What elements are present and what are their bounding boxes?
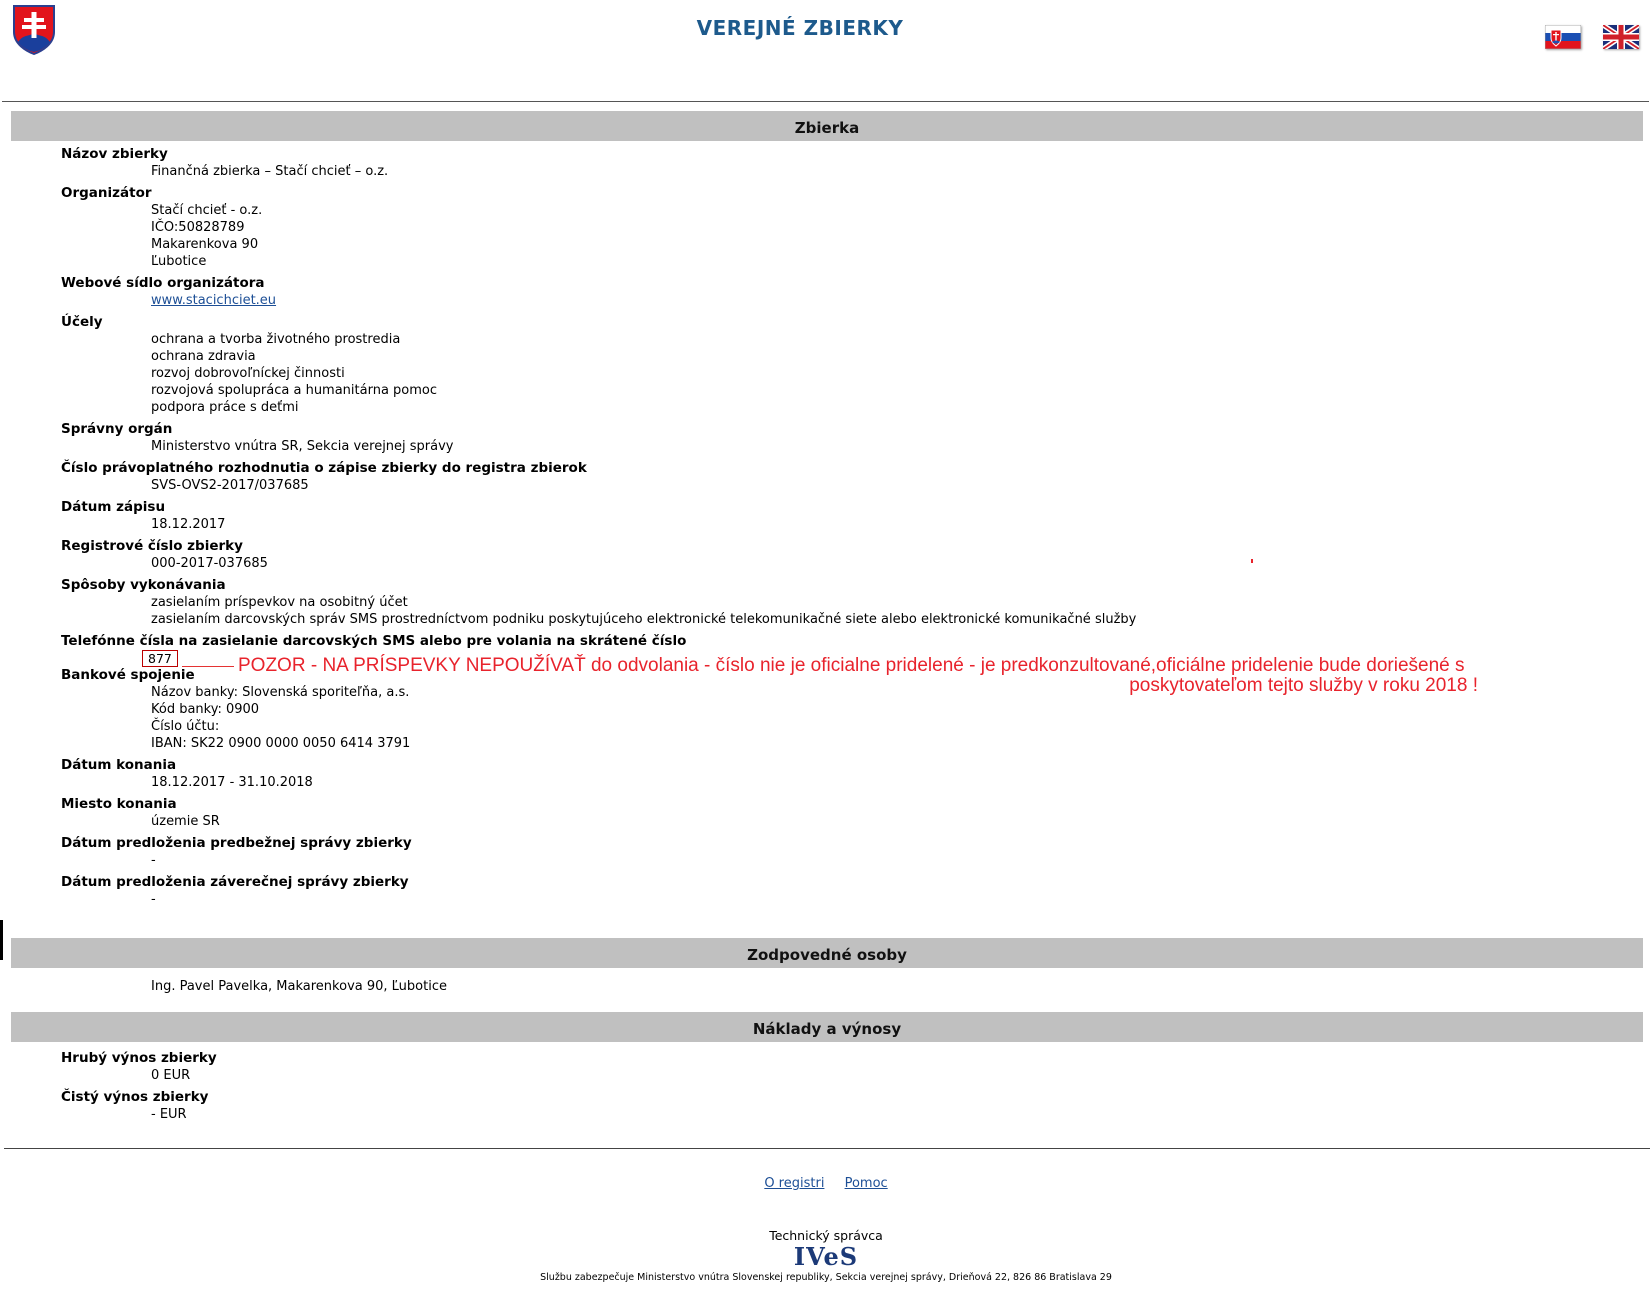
field-value-organizator-city: Ľubotice — [151, 254, 207, 269]
page-header — [0, 0, 1652, 102]
field-value-hruby: 0 EUR — [151, 1068, 191, 1083]
field-label-cislo-rozhodnutia: Číslo právoplatného rozhodnutia o zápise zbierky do registra zbierok — [61, 460, 587, 476]
field-label-telefonne: Telefónne čísla na zasielanie darcovských SMS alebo pre volania na skrátené číslo — [61, 633, 687, 649]
warning-annotation-line1: POZOR - NA PRÍSPEVKY NEPOUŽÍVAŤ do odvolania - číslo nie je oficialne pridelené - je predkonzultované,oficiálne pridelenie bude doriešené s — [238, 655, 1465, 676]
field-label-miesto-konania: Miesto konania — [61, 796, 177, 812]
field-label-zaverecna: Dátum predloženia záverečnej správy zbierky — [61, 874, 409, 890]
text-cursor-marker — [0, 920, 3, 960]
field-value-bank-code: Kód banky: 0900 — [151, 702, 260, 717]
field-value-organizator-street: Makarenkova 90 — [151, 237, 259, 252]
field-value-cisty: - EUR — [151, 1107, 187, 1122]
field-value-sposob: zasielaním príspevkov na osobitný účet — [151, 595, 408, 610]
field-value-spravny-organ: Ministerstvo vnútra SR, Sekcia verejnej správy — [151, 439, 454, 454]
field-value-iban: IBAN: SK22 0900 0000 0050 6414 3791 — [151, 736, 411, 751]
sms-number-badge: 877 — [142, 650, 178, 667]
field-value-miesto-konania: územie SR — [151, 814, 220, 829]
field-label-web: Webové sídlo organizátora — [61, 275, 265, 291]
field-label-ucely: Účely — [61, 314, 103, 330]
ives-logo[interactable]: IVeS — [793, 1242, 859, 1271]
section-header-zbierka: Zbierka — [11, 111, 1643, 141]
footer-links — [0, 1176, 1652, 1191]
field-value-bank-name: Názov banky: Slovenská sporiteľňa, a.s. — [151, 685, 410, 700]
pomoc-link[interactable]: Pomoc — [844, 1176, 888, 1191]
header-divider — [2, 101, 1649, 102]
organizer-website-link[interactable]: www.stacichciet.eu — [151, 293, 277, 308]
legal-notice: Službu zabezpečuje Ministerstvo vnútra Slovenskej republiky, Sekcia verejnej správy, Drieňová 22, 826 86 Bratislava 29 — [540, 1272, 1112, 1283]
field-value-registrove-cislo: 000-2017-037685 — [151, 556, 268, 571]
o-registri-link[interactable]: O registri — [764, 1176, 825, 1191]
field-label-cisty: Čistý výnos zbierky — [61, 1089, 209, 1105]
field-value-zaverecna: - — [151, 892, 156, 907]
zodpovedne-details — [0, 978, 1652, 995]
annotation-connector-line — [182, 666, 234, 667]
section-header-naklady: Náklady a výnosy — [11, 1012, 1643, 1042]
field-value-account-number: Číslo účtu: — [151, 719, 220, 734]
field-value-organizator-name: Stačí chcieť - o.z. — [151, 203, 263, 218]
field-value-ucel: ochrana a tvorba životného prostredia — [151, 332, 401, 347]
uk-flag-icon[interactable] — [1603, 25, 1639, 49]
field-label-predbezna: Dátum predloženia predbežnej správy zbierky — [61, 835, 412, 851]
field-label-registrove-cislo: Registrové číslo zbierky — [61, 538, 243, 554]
field-value-ucel: podpora práce s deťmi — [151, 400, 299, 415]
field-value-cislo-rozhodnutia: SVS-OVS2-2017/037685 — [151, 478, 309, 493]
field-value-nazov: Finančná zbierka – Stačí chcieť – o.z. — [151, 164, 389, 179]
field-value-ucel: rozvoj dobrovoľníckej činnosti — [151, 366, 345, 381]
field-label-spravny-organ: Správny orgán — [61, 421, 173, 437]
responsible-person: Ing. Pavel Pavelka, Makarenkova 90, Ľubotice — [151, 979, 447, 994]
field-label-datum-zapisu: Dátum zápisu — [61, 499, 166, 515]
warning-annotation — [238, 656, 1478, 696]
tech-admin-label: Technický správca — [769, 1228, 883, 1243]
field-value-datum-konania: 18.12.2017 - 31.10.2018 — [151, 775, 313, 790]
field-label-hruby: Hrubý výnos zbierky — [61, 1050, 217, 1066]
warning-annotation-line2: poskytovateľom tejto služby v roku 2018 ! — [1129, 675, 1478, 696]
annotation-dot — [1251, 559, 1253, 563]
naklady-details — [0, 1050, 1652, 1123]
field-value-ucel: ochrana zdravia — [151, 349, 256, 364]
field-value-organizator-ico: IČO:50828789 — [151, 220, 245, 235]
section-header-zodpovedne: Zodpovedné osoby — [11, 938, 1643, 968]
field-value-datum-zapisu: 18.12.2017 — [151, 517, 226, 532]
page-title: VEREJNÉ ZBIERKY — [696, 16, 904, 40]
slovak-flag-icon[interactable] — [1545, 25, 1581, 49]
field-label-bankove: Bankové spojenie — [61, 667, 195, 683]
field-label-sposoby: Spôsoby vykonávania — [61, 577, 226, 593]
zbierka-details — [0, 146, 1652, 908]
field-label-organizator: Organizátor — [61, 185, 152, 201]
field-value-ucel: rozvojová spolupráca a humanitárna pomoc — [151, 383, 438, 398]
field-value-predbezna: - — [151, 853, 156, 868]
field-value-sposob: zasielaním darcovských správ SMS prostredníctvom podniku poskytujúceho elektronické telekomunikačné siete alebo elektronické komunikačné služby — [151, 612, 1137, 627]
field-label-datum-konania: Dátum konania — [61, 757, 177, 773]
footer-divider — [4, 1148, 1650, 1149]
field-label-nazov: Názov zbierky — [61, 146, 168, 162]
